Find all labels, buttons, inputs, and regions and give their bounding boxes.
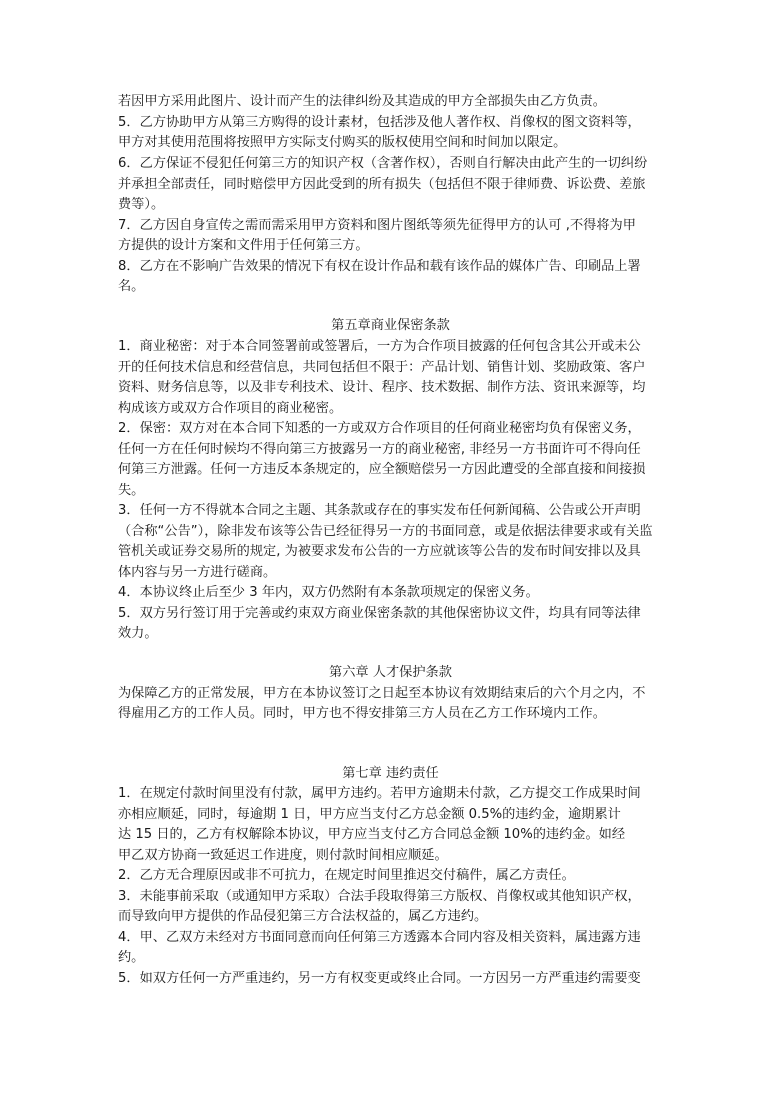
text-line: 资料、财务信息等，以及非专利技术、设计、程序、技术数据、制作方法、资讯来源等，均 xyxy=(118,380,646,395)
text-line: 效力。 xyxy=(118,626,158,641)
text-line: 5．双方另行签订用于完善或约束双方商业保密条款的其他保密协议文件，均具有同等法律 xyxy=(118,606,641,621)
text-line: 4．本协议终止后至少 3 年内，双方仍然附有本条款项规定的保密义务。 xyxy=(118,585,539,600)
text-line: 得雇用乙方的工作人员。同时，甲方也不得安排第三方人员在乙方工作环境内工作。 xyxy=(118,706,606,721)
text-line: 构成该方或双方合作项目的商业秘密。 xyxy=(118,401,343,416)
text-line: 开的任何技术信息和经营信息，共同包括但不限于：产品计划、销售计划、奖励政策、客户 xyxy=(118,360,646,375)
text-line: 7．乙方因自身宣传之需而需采用甲方资料和图片图纸等须先征得甲方的认可 ,不得将为甲 xyxy=(118,218,636,233)
text-line: 2．乙方无合理原因或非不可抗力，在规定时间里推迟交付稿件，属乙方责任。 xyxy=(118,868,575,883)
text-line: 3．任何一方不得就本合同之主题、其条款或存在的事实发布任何新闻稿、公告或公开声明 xyxy=(118,503,641,518)
text-line: 并承担全部责任，同时赔偿甲方因此受到的所有损失（包括但不限于律师费、诉讼费、差旅 xyxy=(118,177,646,192)
text-line: 失。 xyxy=(118,483,145,498)
text-line: 费等）。 xyxy=(118,197,165,212)
text-line: 2．保密：双方对在本合同下知悉的一方或双方合作项目的任何商业秘密均负有保密义务， xyxy=(118,421,641,436)
text-line: 3．未能事前采取（或通知甲方采取）合法手段取得第三方版权、肖像权或其他知识产权， xyxy=(118,889,641,904)
text-line: 而导致向甲方提供的作品侵犯第三方合法权益的，属乙方违约。 xyxy=(118,909,488,924)
chapter-heading: 第五章商业保密条款 xyxy=(331,318,450,333)
text-line: 1．在规定付款时间里没有付款，属甲方违约。若甲方逾期未付款，乙方提交工作成果时间 xyxy=(118,786,641,801)
text-line: 若因甲方采用此图片、设计而产生的法律纠纷及其造成的甲方全部损失由乙方负责。 xyxy=(118,94,606,109)
chapter-heading: 第七章 违约责任 xyxy=(342,766,439,781)
text-line: 任何一方在任何时候均不得向第三方披露另一方的商业秘密, 非经另一方书面许可不得向任 xyxy=(118,442,641,457)
text-line: 何第三方泄露。任何一方违反本条规定的，应全额赔偿另一方因此遭受的全部直接和间接损 xyxy=(118,462,646,477)
text-line: 甲方对其使用范围将按照甲方实际支付购买的版权使用空间和时间加以限定。 xyxy=(118,135,567,150)
text-line: 4．甲、乙双方未经对方书面同意而向任何第三方透露本合同内容及相关资料，属违露方违 xyxy=(118,930,641,945)
text-line: 方提供的设计方案和文件用于任何第三方。 xyxy=(118,238,369,253)
text-line: 体内容与另一方进行磋商。 xyxy=(118,565,277,580)
text-line: 名。 xyxy=(118,279,145,294)
text-line: 达 15 日的，乙方有权解除本协议，甲方应当支付乙方合同总金额 10%的违约金。如经 xyxy=(118,827,626,842)
text-line: 5．乙方协助甲方从第三方购得的设计素材，包括涉及他人著作权、肖像权的图文资料等， xyxy=(118,115,641,130)
chapter-heading: 第六章 人才保护条款 xyxy=(329,665,452,680)
text-line: 约。 xyxy=(118,950,145,965)
text-line: 8．乙方在不影响广告效果的情况下有权在设计作品和载有该作品的媒体广告、印刷品上署 xyxy=(118,259,641,274)
text-line: 5．如双方任何一方严重违约，另一方有权变更或终止合同。一方因另一方严重违约需要变 xyxy=(118,971,641,986)
text-line: 6．乙方保证不侵犯任何第三方的知识产权（含著作权），否则自行解决由此产生的一切纠纷 xyxy=(118,156,648,171)
text-line: （合称“公告”），除非发布该等公告已经征得另一方的书面同意，或是依据法律要求或有关监 xyxy=(118,524,653,539)
text-line: 亦相应顺延，同时，每逾期 1 日，甲方应当支付乙方总金额 0.5%的违约金，逾期累计 xyxy=(118,807,621,822)
text-line: 甲乙双方协商一致延迟工作进度，则付款时间相应顺延。 xyxy=(118,848,448,863)
text-line: 管机关或证券交易所的规定, 为被要求发布公告的一方应就该等公告的发布时间安排以及具 xyxy=(118,544,641,559)
text-line: 1．商业秘密：对于本合同签署前或签署后，一方为合作项目披露的任何包含其公开或未公 xyxy=(118,339,641,354)
text-line: 为保障乙方的正常发展，甲方在本协议签订之日起至本协议有效期结束后的六个月之内，不 xyxy=(118,686,646,701)
